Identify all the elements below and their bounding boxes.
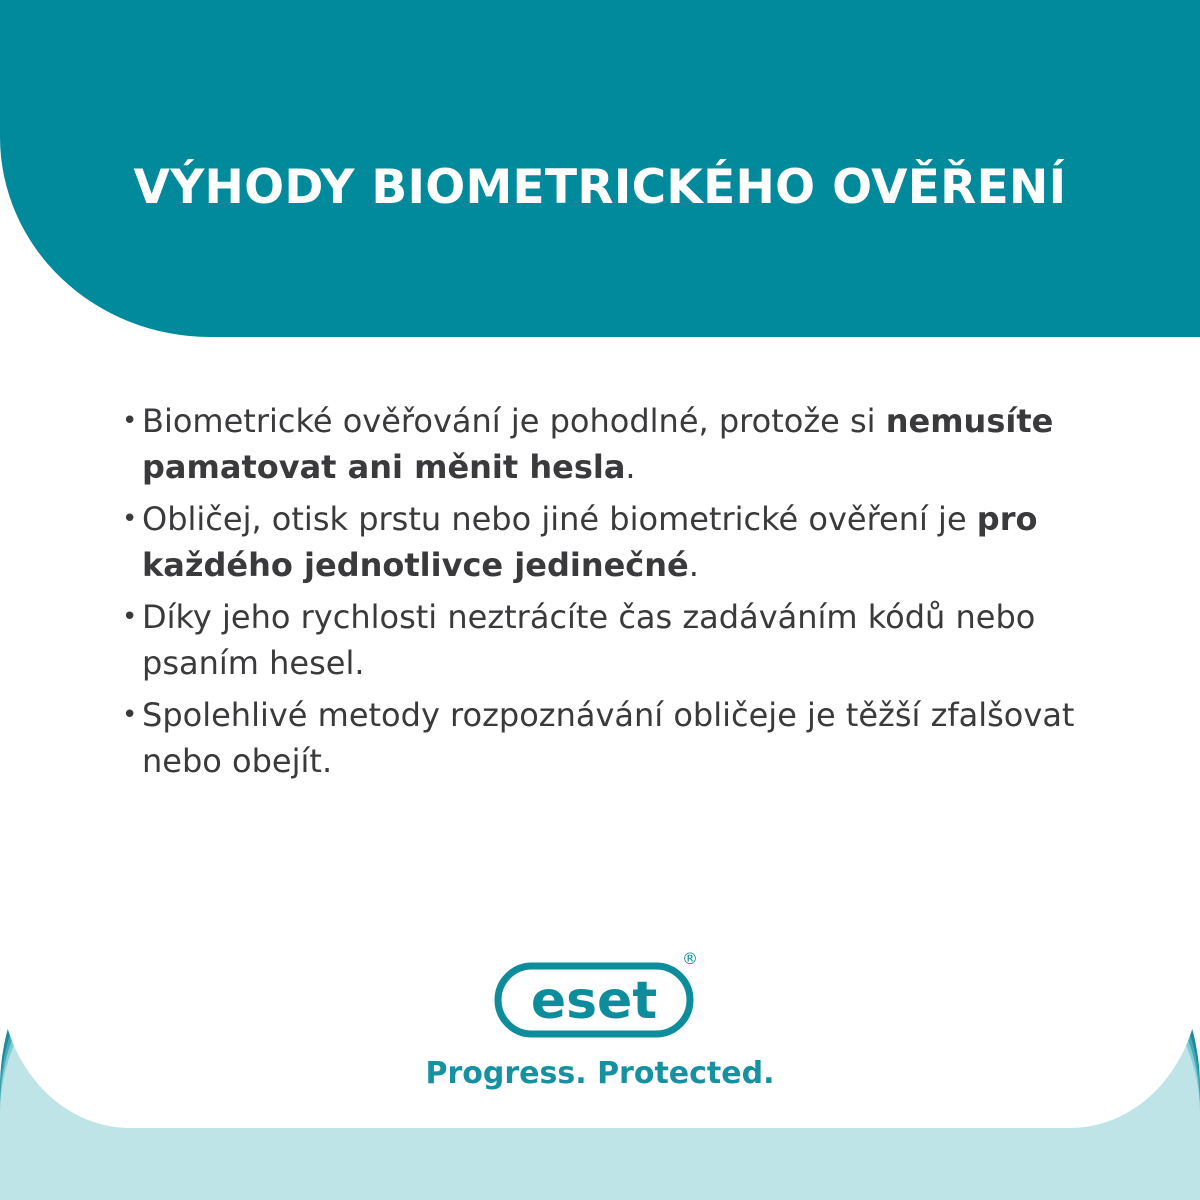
eset-logo [494,950,704,1040]
bullet-icon: • [122,406,138,436]
eset-logo-icon [494,950,704,1040]
bullet-icon: • [122,700,138,730]
bullet-icon: • [122,602,138,632]
list-item: • Spolehlivé metody rozpoznávání obličeje je těžší zfalšovat nebo obejít. [122,692,1082,784]
tagline: Progress. Protected. [425,1056,775,1091]
list-item: • Biometrické ověřování je pohodlné, protože si nemusíte pamatovat ani měnit hesla. [122,398,1082,490]
list-item: • Obličej, otisk prstu nebo jiné biometrické ověření je pro každého jednotlivce jedinečné. [122,496,1082,588]
bullet-icon: • [122,504,138,534]
page-title: VÝHODY BIOMETRICKÉHO OVĚŘENÍ [133,160,1067,215]
list-item: • Díky jeho rychlosti neztrácíte čas zadáváním kódů nebo psaním hesel. [122,594,1082,686]
svg-text:®: ® [682,950,698,968]
svg-text:eset: eset [530,971,658,1031]
benefits-list [122,398,1082,790]
